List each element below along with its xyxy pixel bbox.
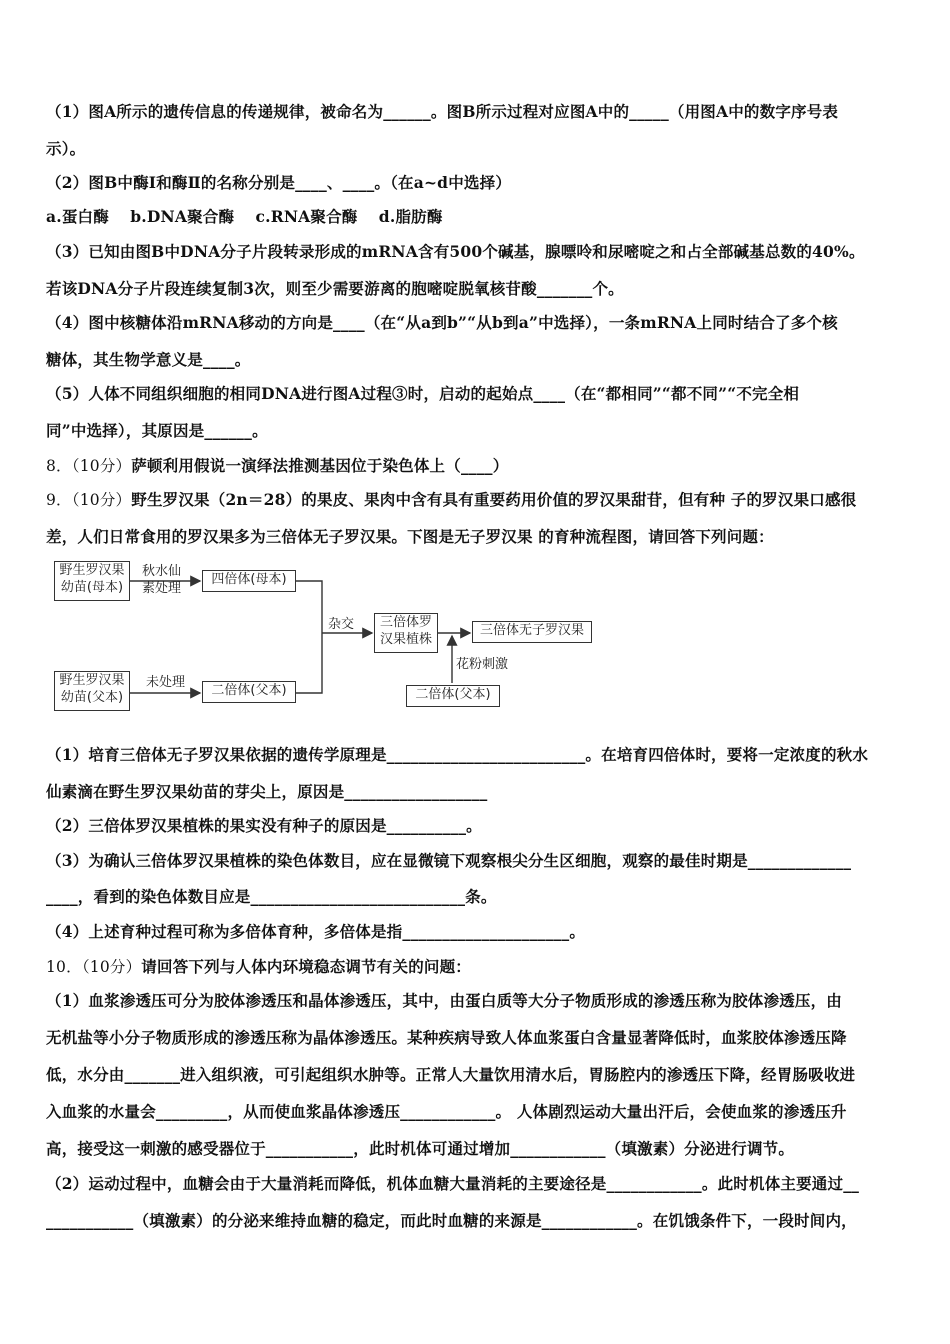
q9-part3-line2: ____，看到的染色体数目应是___________________________条。 bbox=[46, 887, 497, 906]
q9-part1-line1: （1）培育三倍体无子罗汉果依据的遗传学原理是_________________________。在培育四倍体时，要将一定浓度的秋水 bbox=[46, 745, 869, 764]
q7-part3-line2: 若该DNA分子片段连续复制3次，则至少需要游离的胞嘧啶脱氧核苷酸_______个。 bbox=[46, 279, 624, 298]
q9-text: 野生罗汉果（2n＝28）的果皮、果肉中含有具有重要药用价值的罗汉果甜苷，但有种 子的罗汉果口感很 bbox=[131, 490, 857, 509]
box-diploid-father-label: 二倍体(父本) bbox=[211, 683, 287, 698]
box-diploid-father-pollen bbox=[406, 685, 500, 707]
question-8 bbox=[46, 456, 508, 476]
q9-part4: （4）上述育种过程可称为多倍体育种，多倍体是指_____________________。 bbox=[46, 922, 586, 941]
q9-part2: （2）三倍体罗汉果植株的果实没有种子的原因是__________。 bbox=[46, 816, 482, 835]
label-colchicine: 秋水仙 素处理 bbox=[142, 564, 182, 596]
q8-text: 萨顿利用假说一演绎法推测基因位于染色体上（____） bbox=[131, 456, 509, 475]
cross-bracket bbox=[296, 581, 322, 693]
label-untreated: 未处理 bbox=[146, 675, 186, 690]
q7-part4-line1: （4）图中核糖体沿mRNA移动的方向是____（在“从a到b”“从b到a”中选择），一条mRNA上同时结合了多个核 bbox=[46, 313, 838, 332]
box-diploid-father-pollen-label: 二倍体(父本) bbox=[415, 687, 491, 702]
box-tetraploid-mother bbox=[202, 570, 296, 592]
q9-part3-line1: （3）为确认三倍体罗汉果植株的染色体数目，应在显微镜下观察根尖分生区细胞，观察的最佳时期是_____________ bbox=[46, 851, 852, 870]
question-10 bbox=[46, 957, 471, 977]
q10-part1-line2: 无机盐等小分子物质形成的渗透压称为晶体渗透压。某种疾病导致人体血浆蛋白含量显著降低时，血浆胶体渗透压降 bbox=[46, 1028, 847, 1047]
q9-number: 9．（10分） bbox=[46, 491, 132, 509]
q7-part1-line1: （1）图A所示的遗传信息的传递规律，被命名为______。图B所示过程对应图A中的_____（用图A中的数字序号表 bbox=[46, 102, 839, 121]
q10-part1-line4: 入血浆的水量会_________，从而使血浆晶体渗透压____________。 人体剧烈运动大量出汗后，会使血浆的渗透压升 bbox=[46, 1102, 847, 1121]
question-9 bbox=[46, 490, 856, 510]
label-cross: 杂交 bbox=[328, 617, 355, 632]
box-triploid-plant-label: 三倍体罗 汉果植株 bbox=[379, 615, 432, 647]
box-wild-mother bbox=[54, 561, 130, 601]
box-tetraploid-mother-label: 四倍体(母本) bbox=[211, 572, 287, 587]
q10-part2-line1: （2）运动过程中，血糖会由于大量消耗而降低，机体血糖大量消耗的主要途径是____________。此时机体主要通过__ bbox=[46, 1174, 860, 1193]
box-wild-father bbox=[54, 671, 130, 711]
box-seedless-fruit-label: 三倍体无子罗汉果 bbox=[479, 623, 584, 638]
box-seedless-fruit bbox=[472, 621, 592, 643]
q10-text: 请回答下列与人体内环境稳态调节有关的问题： bbox=[141, 957, 471, 976]
q8-number: 8．（10分） bbox=[46, 457, 132, 475]
box-triploid-plant bbox=[374, 613, 438, 653]
breeding-flow-diagram bbox=[46, 553, 606, 718]
label-pollen-stimulation: 花粉刺激 bbox=[456, 657, 509, 672]
q10-part2-line2: ___________（填激素）的分泌来维持血糖的稳定，而此时血糖的来源是____________。在饥饿条件下，一段时间内， bbox=[46, 1211, 857, 1230]
q7-part3-line1: （3）已知由图B中DNA分子片段转录形成的mRNA含有500个碱基，腺嘌呤和尿嘧啶之和占全部碱基总数的40%。 bbox=[46, 242, 865, 261]
q10-part1-line1: （1）血浆渗透压可分为胶体渗透压和晶体渗透压，其中，由蛋白质等大分子物质形成的渗透压称为胶体渗透压，由 bbox=[46, 991, 842, 1010]
box-wild-father-label: 野生罗汉果 幼苗(父本) bbox=[59, 673, 125, 705]
q7-part1-line2: 示）。 bbox=[46, 139, 86, 158]
q7-part4-line2: 糖体，其生物学意义是____。 bbox=[46, 350, 251, 369]
q10-number: 10．（10分） bbox=[46, 958, 142, 976]
q10-part1-line5: 高，接受这一刺激的感受器位于___________，此时机体可通过增加____________（填激素）分泌进行调节。 bbox=[46, 1139, 795, 1158]
q7-part2: （2）图B中酶Ⅰ和酶Ⅱ的名称分别是____、____。（在a~d中选择） bbox=[46, 173, 512, 192]
q7-part2-options: a.蛋白酶 b.DNA聚合酶 c.RNA聚合酶 d.脂肪酶 bbox=[46, 207, 443, 226]
q7-part5-line1: （5）人体不同组织细胞的相同DNA进行图A过程③时，启动的起始点____（在“都相同”“都不同”“不完全相 bbox=[46, 384, 800, 403]
q7-part5-line2: 同”中选择），其原因是______。 bbox=[46, 421, 268, 440]
q9-part1-line2: 仙素滴在野生罗汉果幼苗的芽尖上，原因是__________________ bbox=[46, 782, 488, 801]
box-diploid-father bbox=[202, 681, 296, 703]
box-wild-mother-label: 野生罗汉果 幼苗(母本) bbox=[59, 563, 125, 595]
q10-part1-line3: 低，水分由_______进入组织液，可引起组织水肿等。正常人大量饮用清水后，胃肠腔内的渗透压下降，经胃肠吸收进 bbox=[46, 1065, 856, 1084]
q9-intro-line2: 差，人们日常食用的罗汉果多为三倍体无子罗汉果。下图是无子罗汉果 的育种流程图，请回答下列问题： bbox=[46, 527, 774, 546]
